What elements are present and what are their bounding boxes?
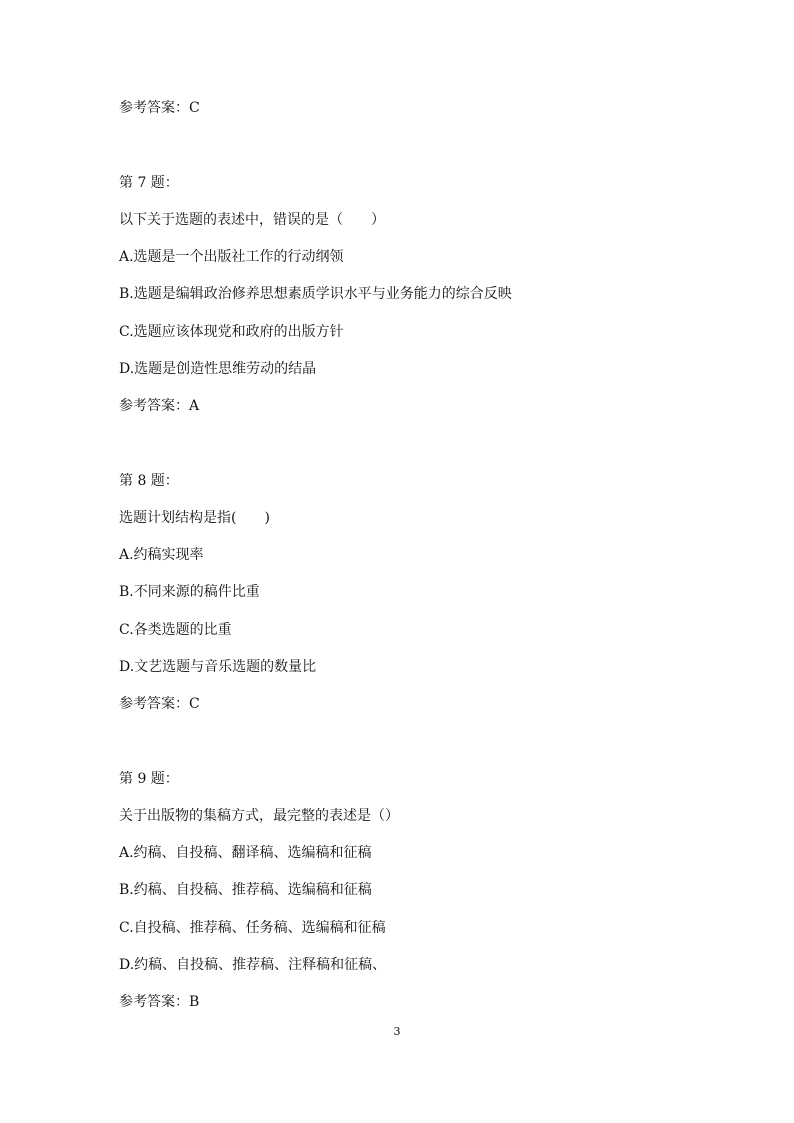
- question-8-option-d: D.文艺选题与音乐选题的数量比: [119, 659, 317, 675]
- question-9-option-d: D.约稿、自投稿、推荐稿、注释稿和征稿、: [119, 957, 387, 973]
- question-7-option-d: D.选题是创造性思维劳动的结晶: [119, 361, 317, 377]
- question-7-answer: 参考答案：A: [119, 398, 200, 414]
- question-9-number: 第 9 题：: [119, 771, 179, 787]
- question-7-number: 第 7 题：: [119, 175, 179, 191]
- previous-question-answer: 参考答案：C: [119, 100, 200, 116]
- question-8-option-a: A.约稿实现率: [119, 547, 204, 563]
- question-9-answer: 参考答案：B: [119, 994, 200, 1010]
- question-7-option-a: A.选题是一个出版社工作的行动纲领: [119, 249, 344, 265]
- question-8-option-c: C.各类选题的比重: [119, 622, 232, 638]
- question-8-option-b: B.不同来源的稿件比重: [119, 584, 260, 600]
- page-number: 3: [393, 1025, 401, 1038]
- question-9-option-a: A.约稿、自投稿、翻译稿、选编稿和征稿: [119, 845, 372, 861]
- question-7-option-c: C.选题应该体现党和政府的出版方针: [119, 324, 344, 340]
- question-8-stem: 选题计划结构是指( ): [119, 510, 270, 526]
- question-8-number: 第 8 题：: [119, 473, 179, 489]
- question-9-stem: 关于出版物的集稿方式，最完整的表述是（）: [119, 808, 399, 824]
- question-9-option-c: C.自投稿、推荐稿、任务稿、选编稿和征稿: [119, 920, 386, 936]
- question-8-answer: 参考答案：C: [119, 696, 200, 712]
- question-7-stem: 以下关于选题的表述中，错误的是（ ）: [119, 212, 385, 228]
- question-7-option-b: B.选题是编辑政治修养思想素质学识水平与业务能力的综合反映: [119, 286, 512, 302]
- question-9-option-b: B.约稿、自投稿、推荐稿、选编稿和征稿: [119, 882, 372, 898]
